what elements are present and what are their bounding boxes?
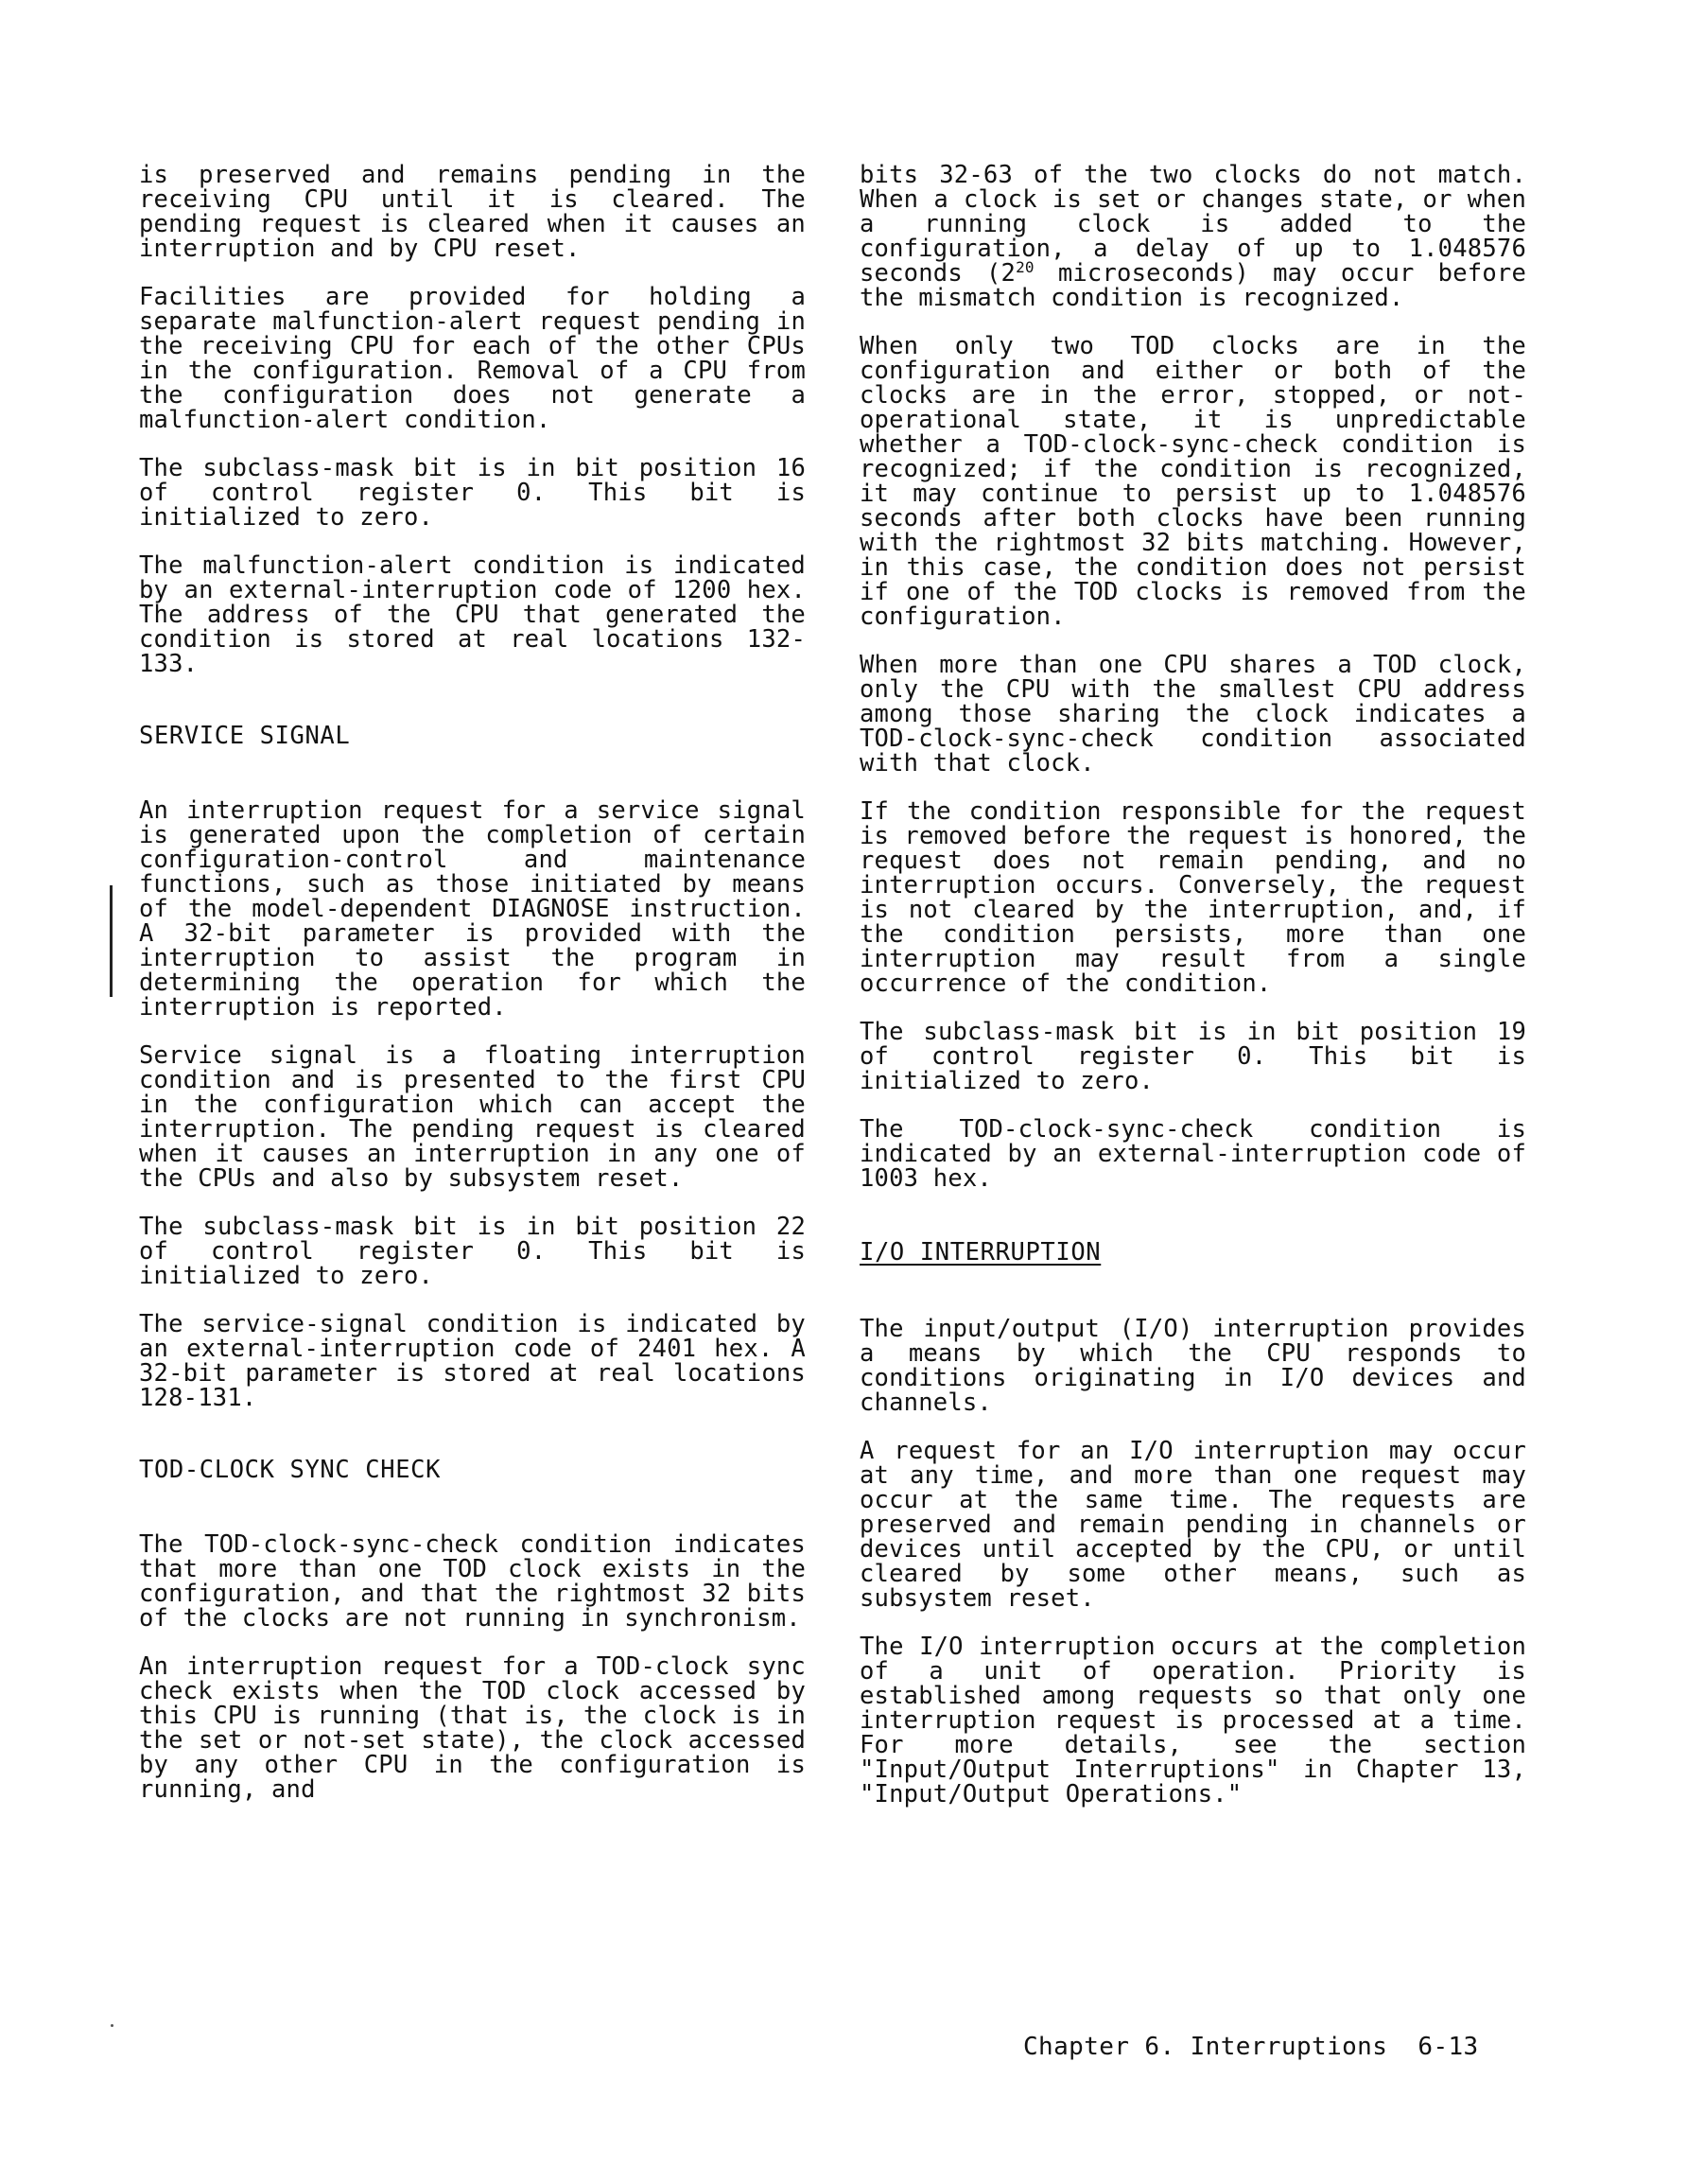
paragraph: The TOD-clock-sync-check condition indicates that more than one TOD clock exists in the configuration, and that the rightmost 32 bits of the clocks are not running in synchronism. [139,1530,806,1633]
paragraph: The input/output (I/O) interruption provides a means by which the CPU responds to conditions originating in I/O devices and channels. [860,1315,1526,1417]
paragraph: Facilities are provided for holding a separate malfunction-alert request pending in the receiving CPU for each of the other CPUs in the configuration. Removal of a CPU from the configuration does not generate a malfunction-alert condition. [139,283,806,434]
paragraph: The TOD-clock-sync-check condition is indicated by an external-interruption code of 1003 hex. [860,1115,1526,1193]
paragraph: The service-signal condition is indicated by an external-interruption code of 2401 hex. A 32-bit parameter is stored at real locations 128-131. [139,1310,806,1412]
paragraph: When only two TOD clocks are in the configuration and either or both of the clocks are in the error, stopped, or not-operational state, it is unpredictable whether a TOD-clock-sync-check condition is recognized; if the condition is recognized, it may continue to persist up to 1.048576 seconds after both clocks have been running with the rightmost 32 bits matching. However, in this case, the condition does not persist if one of the TOD clocks is removed from the configuration. [860,332,1526,631]
text-run: bits 32-63 of the two clocks do not match. When a clock is set or changes state, or when a running clock is added to the configuration, a delay of up to 1.048576 seconds (2 [860,161,1526,288]
paragraph: The I/O interruption occurs at the completion of a unit of operation. Priority is established among requests so that only one interruption request is processed at a time. For more details, see the section "Input/Output Interruptions" in Chapter 13, "Input/Output Operations." [860,1633,1526,1808]
section-heading-io-interruption: I/O INTERRUPTION [860,1238,1102,1267]
scan-speck [111,2024,113,2027]
revision-bar [110,885,113,997]
paragraph: The subclass-mask bit is in bit position 22 of control register 0. This bit is initialized to zero. [139,1213,806,1290]
left-column [139,163,806,1826]
section-heading-tod-clock-sync-check: TOD-CLOCK SYNC CHECK [139,1456,442,1484]
superscript: 20 [1016,258,1035,276]
text-run: microseconds) may occur before the mismatch condition is recognized. [860,259,1526,312]
paragraph: The subclass-mask bit is in bit position 16 of control register 0. This bit is initialized to zero. [139,454,806,532]
page-footer: Chapter 6. Interruptions 6-13 [1023,2033,1479,2061]
paragraph: A request for an I/O interruption may occur at any time, and more than one request may occur at the same time. The requests are preserved and remain pending in channels or devices until accepted by the CPU, or until cleared by some other means, such as subsystem reset. [860,1437,1526,1613]
paragraph: An interruption request for a TOD-clock sync check exists when the TOD clock accessed by this CPU is running (that is, the clock is in the set or not-set state), the clock accessed by any other CPU in the configuration is running, and [139,1652,806,1804]
section-heading-service-signal: SERVICE SIGNAL [139,722,351,750]
right-column [860,163,1526,1830]
paragraph: The malfunction-alert condition is indicated by an external-interruption code of 1200 hex. The address of the CPU that generated the condition is stored at real locations 132-133. [139,551,806,678]
paragraph [860,163,1526,310]
paragraph: If the condition responsible for the request is removed before the request is honored, the request does not remain pending, and no interruption occurs. Conversely, the request is not cleared by the interruption, and, if the condition persists, more than one interruption may result from a single occurrence of the condition. [860,797,1526,998]
paragraph: The subclass-mask bit is in bit position 19 of control register 0. This bit is initialized to zero. [860,1018,1526,1095]
paragraph: Service signal is a floating interruption condition and is presented to the first CPU in the configuration which can accept the interruption. The pending request is cleared when it causes an interruption in any one of the CPUs and also by subsystem reset. [139,1041,806,1193]
paragraph: An interruption request for a service signal is generated upon the completion of certain configuration-control and maintenance functions, such as those initiated by means of the model-dependent DIAGNOSE instruction. A 32-bit parameter is provided with the interruption to assist the program in determining the operation for which the interruption is reported. [139,796,806,1022]
paragraph: When more than one CPU shares a TOD clock, only the CPU with the smallest CPU address among those sharing the clock indicates a TOD-clock-sync-check condition associated with that clock. [860,651,1526,778]
paragraph: is preserved and remains pending in the receiving CPU until it is cleared. The pending request is cleared when it causes an interruption and by CPU reset. [139,161,806,263]
